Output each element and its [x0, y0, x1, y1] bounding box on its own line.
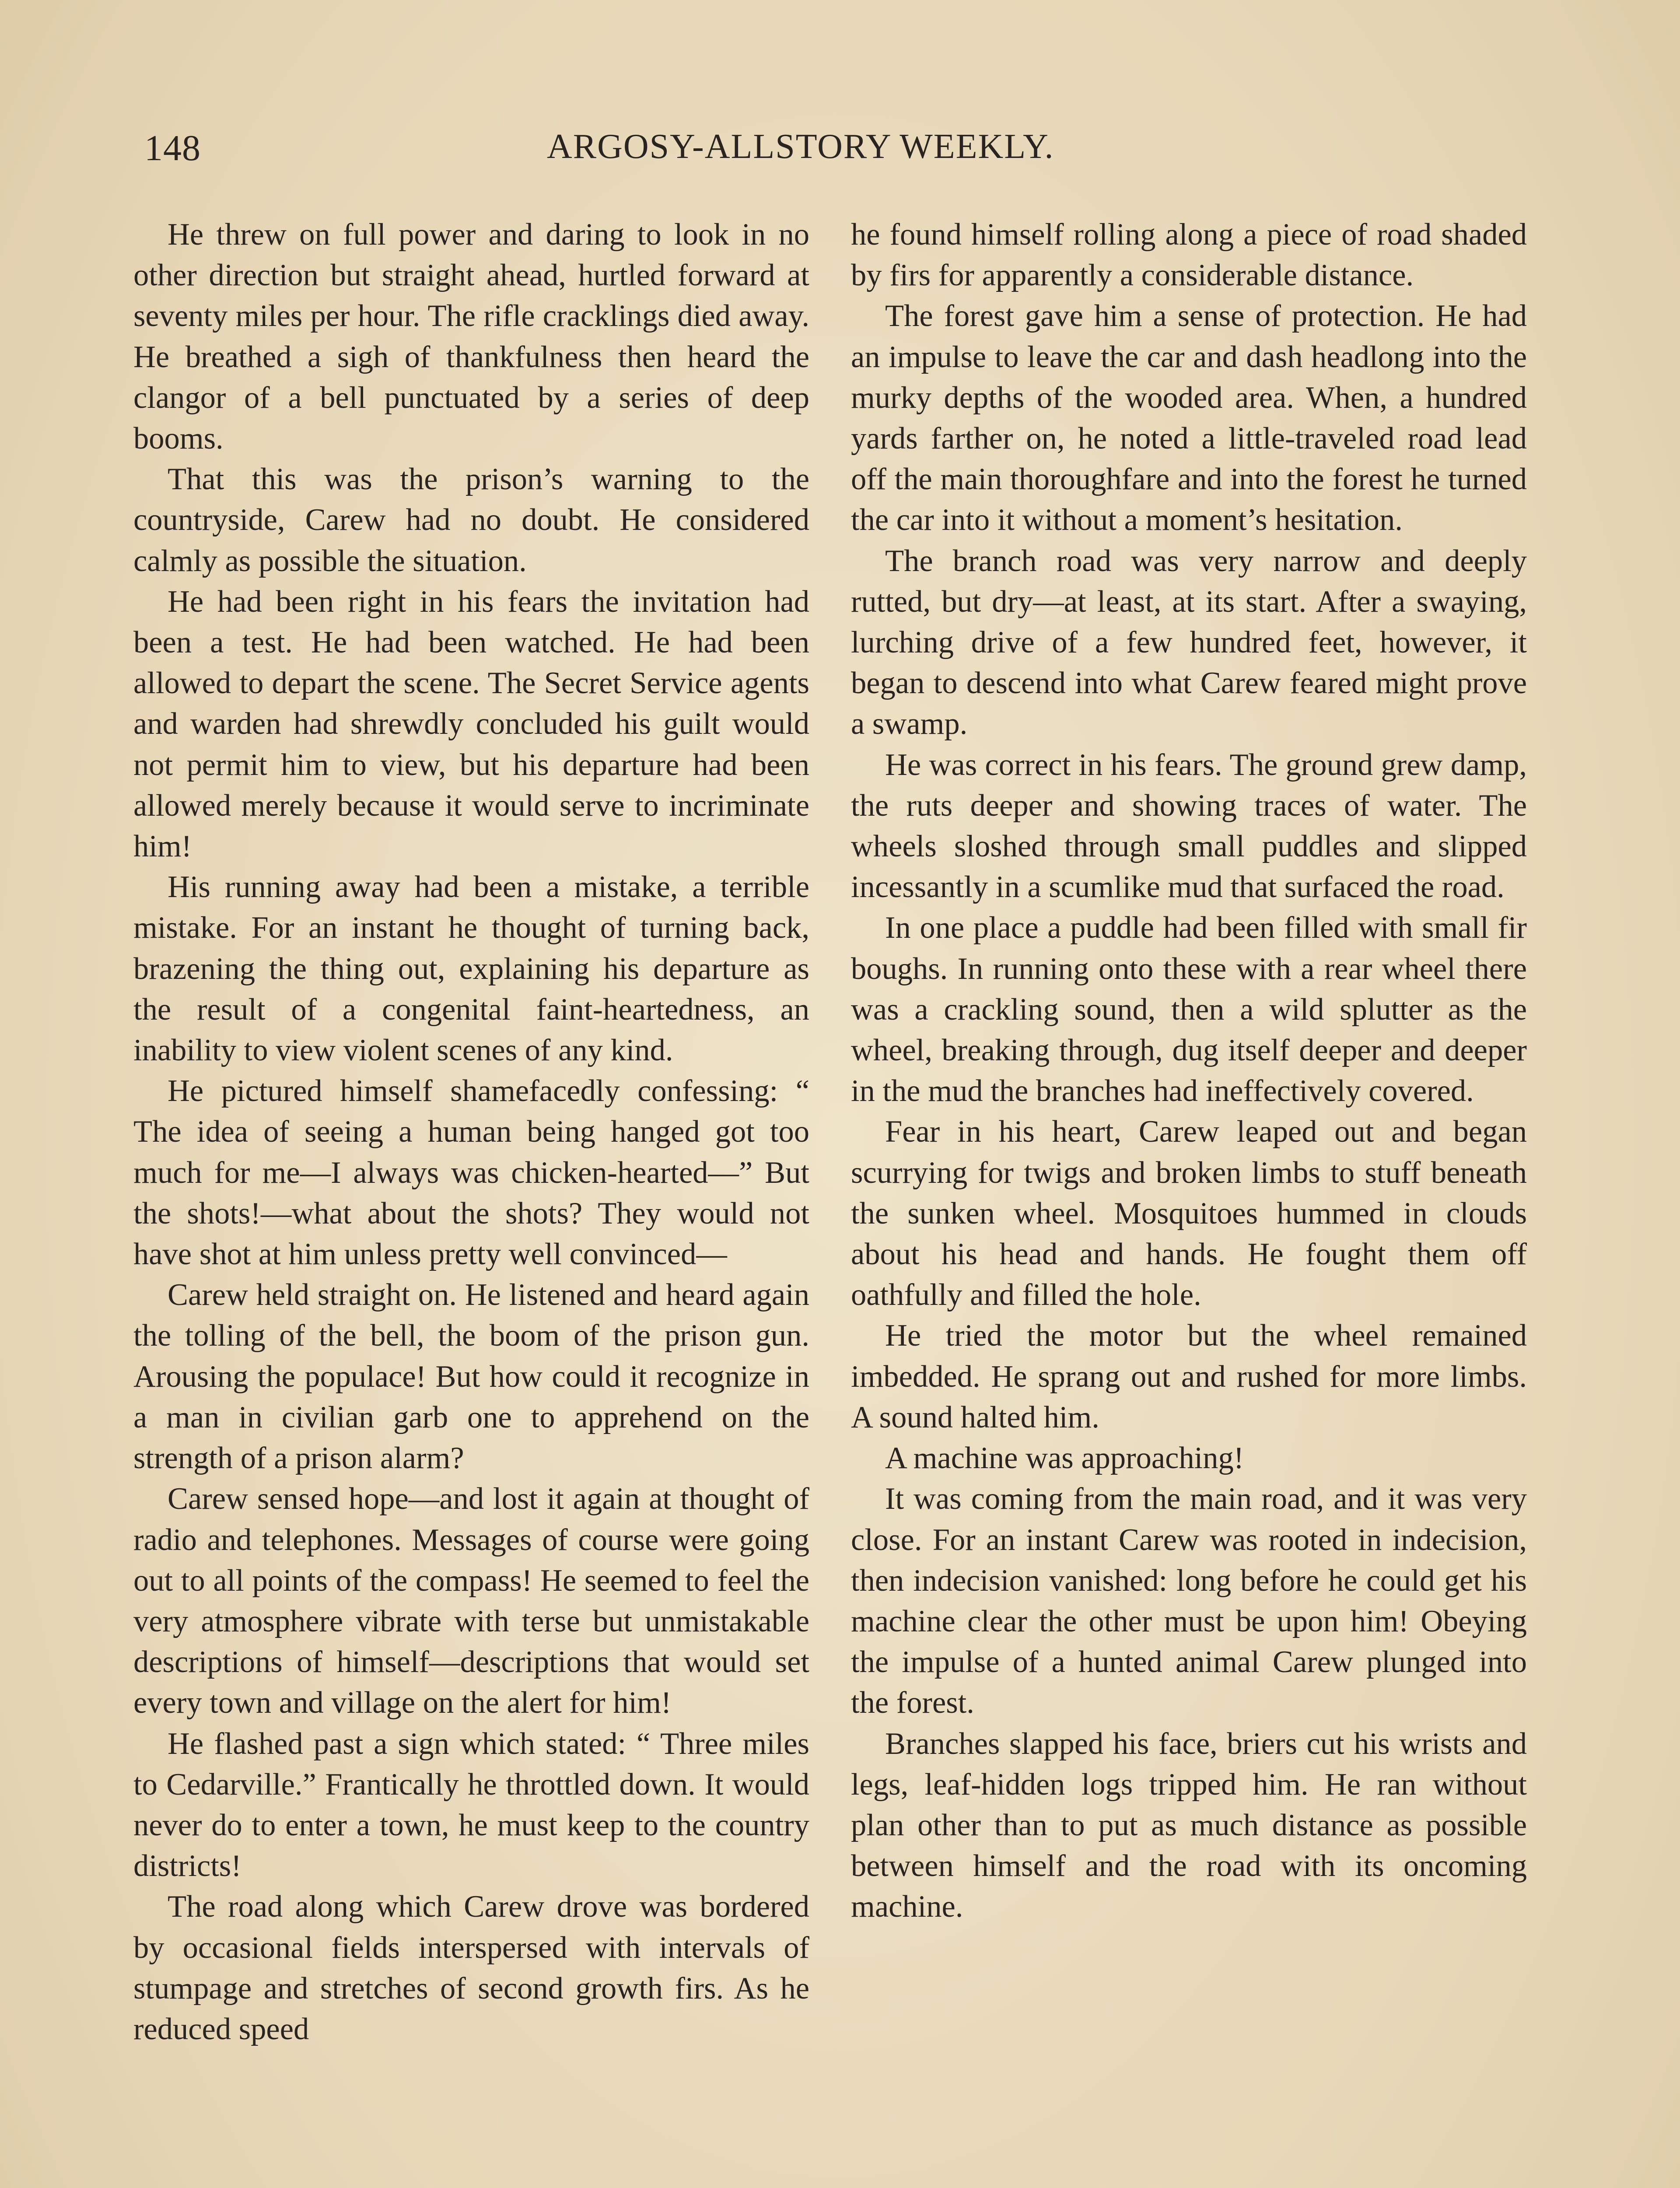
left-column	[133, 214, 809, 2050]
paragraph: He pictured himself shamefacedly confessing: “ The idea of seeing a human being hanged got too much for me—I always was chicken-hearted—” But the shots!—what about the shots? They would not have shot at him unless pretty well convinced—	[133, 1074, 809, 1272]
paragraph: It was coming from the main road, and it was very close. For an instant Carew was rooted in indecision, then indecision vanished: long before he could get his machine clear the other must be upon him! Obeying the impulse of a hunted animal Carew plunged into the forest.	[851, 1482, 1527, 1720]
paragraph: The branch road was very narrow and deeply rutted, but dry—at least, at its start. After a swaying, lurching drive of a few hundred feet, however, it began to descend into what Carew feared might prove a swamp.	[851, 543, 1527, 741]
paragraph: He threw on full power and daring to look in no other direction but straight ahead, hurtled forward at seventy miles per hour. The rifle cracklings died away. He breathed a sigh of thankfulness then heard the clangor of a bell punctuated by a series of deep booms.	[133, 217, 809, 456]
page-number: 148	[144, 128, 201, 168]
running-head: ARGOSY-ALLSTORY WEEKLY.	[547, 127, 1054, 166]
paragraph: A machine was approaching!	[885, 1441, 1244, 1476]
paragraph: He flashed past a sign which stated: “ Three miles to Cedarville.” Frantically he throttled down. It would never do to enter a town, he must keep to the country districts!	[133, 1726, 809, 1883]
paragraph: Branches slapped his face, briers cut his wrists and legs, leaf-hidden logs tripped him. He ran without plan other than to put as much distance as possible between himself and the road with its oncoming machine.	[851, 1726, 1527, 1924]
page-header	[144, 127, 1544, 179]
paragraph: The road along which Carew drove was bordered by occasional fields interspersed with intervals of stumpage and stretches of second growth firs. As he reduced speed	[133, 1890, 809, 2046]
paragraph: That this was the prison’s warning to the countryside, Carew had no doubt. He considered calmly as possible the situation.	[133, 462, 809, 578]
paragraph: In one place a puddle had been filled with small fir boughs. In running onto these with a rear wheel there was a crackling sound, then a wild splutter as the wheel, breaking through, dug itself deeper and deeper in the mud the branches had ineffectively covered.	[851, 911, 1527, 1108]
paragraph: The forest gave him a sense of protection. He had an impulse to leave the car and dash headlong into the murky depths of the wooded area. When, a hundred yards farther on, he noted a little-traveled road lead off the main thoroughfare and into the forest he turned the car into it without a moment’s hesitation.	[851, 299, 1527, 537]
paragraph: Carew sensed hope—and lost it again at thought of radio and telephones. Messages of course were going out to all points of the compass! He seemed to feel the very atmosphere vibrate with terse but unmistakable descriptions of himself—descriptions that would set every town and village on the alert for him!	[133, 1482, 809, 1720]
paragraph: He tried the motor but the wheel remained imbedded. He sprang out and rushed for more limbs. A sound halted him.	[851, 1318, 1527, 1434]
paragraph: Carew held straight on. He listened and heard again the tolling of the bell, the boom of the prison gun. Arousing the populace! But how could it recognize in a man in civilian garb one to apprehend on the strength of a prison alarm?	[133, 1278, 809, 1476]
paragraph-continued: he found himself rolling along a piece of road shaded by firs for apparently a considerable distance.	[851, 217, 1527, 293]
paragraph: His running away had been a mistake, a terrible mistake. For an instant he thought of turning back, brazening the thing out, explaining his departure as the result of a congenital faint-heartedness, an inability to view violent scenes of any kind.	[133, 870, 809, 1068]
paragraph: Fear in his heart, Carew leaped out and began scurrying for twigs and broken limbs to stuff beneath the sunken wheel. Mosquitoes hummed in clouds about his head and hands. He fought them off oathfully and filled the hole.	[851, 1115, 1527, 1312]
right-column	[851, 214, 1527, 1928]
paragraph: He was correct in his fears. The ground grew damp, the ruts deeper and showing traces of water. The wheels sloshed through small puddles and slipped incessantly in a scumlike mud that surfaced the road.	[851, 747, 1527, 905]
paragraph: He had been right in his fears the invitation had been a test. He had been watched. He had been allowed to depart the scene. The Secret Service agents and warden had shrewdly concluded his guilt would not permit him to view, but his departure had been allowed merely because it would serve to incriminate him!	[133, 584, 809, 864]
